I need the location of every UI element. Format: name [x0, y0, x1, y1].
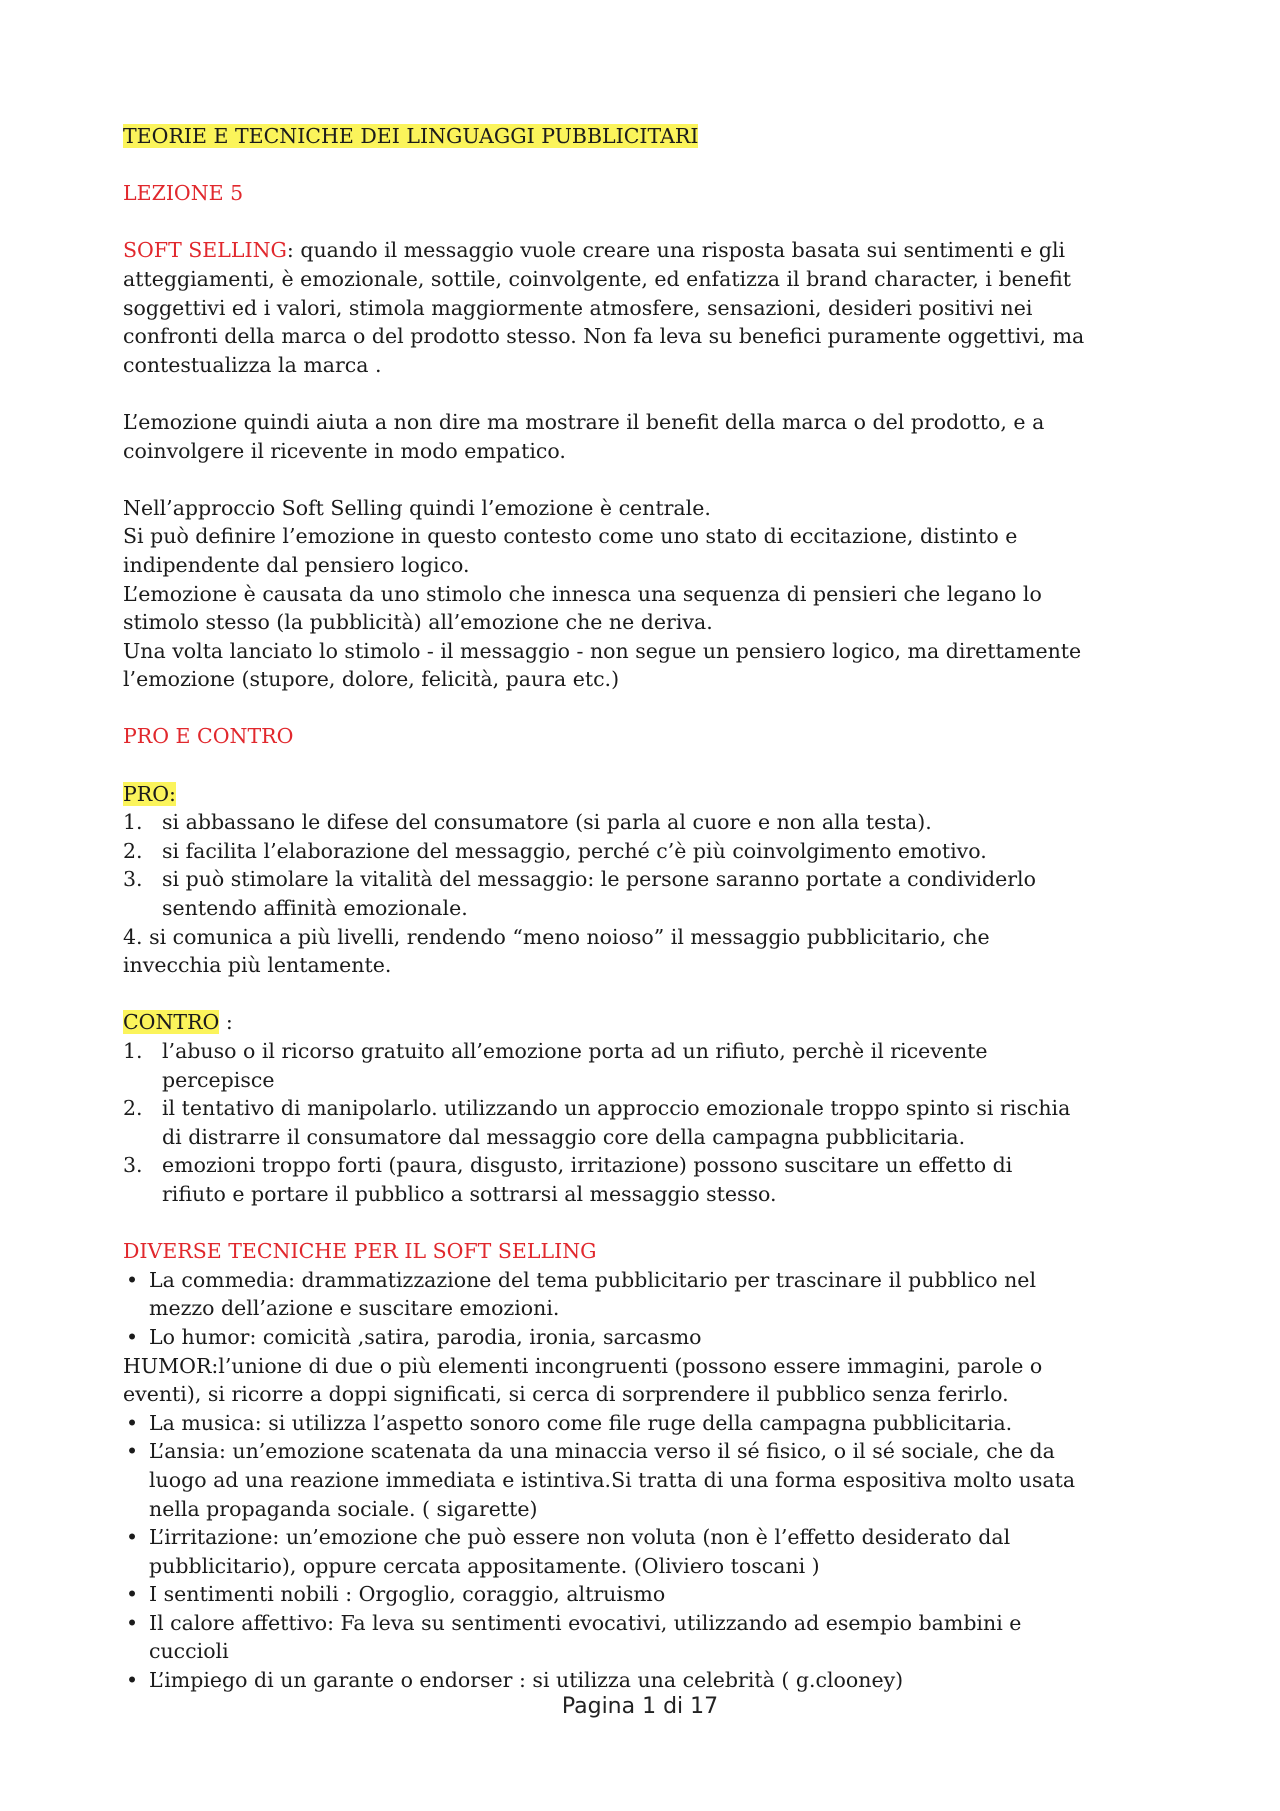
techniques-heading: DIVERSE TECNICHE PER IL SOFT SELLING	[123, 1239, 597, 1264]
paragraph-line: Nell’approccio Soft Selling quindi l’emozione è centrale.	[123, 495, 711, 520]
list-number: 2.	[123, 838, 143, 863]
lesson-heading: LEZIONE 5	[123, 181, 244, 206]
bullet-item	[123, 1609, 1163, 1666]
bullet-icon: •	[126, 1525, 139, 1550]
bullet-item	[123, 1409, 1163, 1438]
list-item-text: il tentativo di manipolarlo. utilizzando un approccio emozionale troppo spinto si rischia	[162, 1096, 1071, 1121]
emotion-paragraph	[123, 408, 1163, 465]
bullet-icon: •	[126, 1668, 139, 1693]
list-number: 3.	[123, 1153, 143, 1178]
list-number: 1.	[123, 1039, 143, 1063]
list-item	[123, 865, 1163, 922]
bullet-text: cuccioli	[149, 1639, 229, 1664]
paragraph-line: : quando il messaggio vuole creare una risposta basata sui sentimenti e gli	[286, 238, 1066, 263]
list-item-text: di distrarre il consumatore dal messaggio core della campagna pubblicitaria.	[162, 1124, 966, 1149]
bullet-text: I sentimenti nobili : Orgoglio, coraggio, altruismo	[149, 1582, 666, 1607]
list-item	[123, 808, 1163, 837]
bullet-text: Il calore affettivo: Fa leva su sentimenti evocativi, utilizzando ad esempio bambini e	[149, 1610, 1022, 1635]
list-item	[123, 837, 1163, 866]
list-item	[123, 1094, 1163, 1151]
bullet-text: La commedia: drammatizzazione del tema pubblicitario per trascinare il pubblico nel	[149, 1267, 1036, 1292]
pro-list	[123, 808, 1163, 922]
page-content	[123, 122, 1163, 1695]
bullet-item	[123, 1437, 1163, 1523]
bullet-icon: •	[126, 1267, 139, 1292]
bullet-text: pubblicitario), oppure cercata appositamente. (Oliviero toscani )	[149, 1553, 820, 1578]
list-number: 3.	[123, 867, 143, 892]
list-item	[123, 1037, 1163, 1094]
pro-extra-line: 4. si comunica a più livelli, rendendo “meno noioso” il messaggio pubblicitario, che	[123, 924, 990, 949]
list-item-text: si può stimolare la vitalità del messaggio: le persone saranno portate a condividerlo	[162, 867, 1036, 892]
soft-selling-paragraph	[123, 236, 1163, 379]
paragraph-line: coinvolgere il ricevente in modo empatico.	[123, 438, 566, 463]
list-number: 2.	[123, 1096, 143, 1121]
list-item-text: l’abuso o il ricorso gratuito all’emozione porta ad un rifiuto, perchè il ricevente	[162, 1039, 988, 1063]
techniques-list-1	[123, 1266, 1163, 1352]
bullet-item	[123, 1266, 1163, 1323]
bullet-icon: •	[126, 1410, 139, 1435]
paragraph-line: stimolo stesso (la pubblicità) all’emozione che ne deriva.	[123, 610, 713, 635]
paragraph-line: atteggiamenti, è emozionale, sottile, coinvolgente, ed enfatizza il brand character, i benefit	[123, 266, 1071, 291]
paragraph-line: Una volta lanciato lo stimolo - il messaggio - non segue un pensiero logico, ma direttamente	[123, 638, 1082, 663]
soft-selling-label: SOFT SELLING	[123, 238, 287, 263]
bullet-icon: •	[126, 1610, 139, 1635]
list-item-text: sentendo affinità emozionale.	[162, 896, 468, 921]
bullet-text: La musica: si utilizza l’aspetto sonoro come file ruge della campagna pubblicitaria.	[149, 1410, 1013, 1435]
list-number: 1.	[123, 810, 143, 835]
paragraph-line: confronti della marca o del prodotto stesso. Non fa leva su benefici puramente oggettivi, ma	[123, 324, 1085, 349]
humor-line: eventi), si ricorre a doppi significati, si cerca di sorprendere il pubblico senza ferirlo.	[123, 1382, 1009, 1407]
techniques-list-2	[123, 1409, 1163, 1695]
pro-label: PRO:	[123, 781, 176, 806]
paragraph-line: L’emozione è causata da uno stimolo che innesca una sequenza di pensieri che legano lo	[123, 581, 1042, 606]
pro-contro-heading: PRO E CONTRO	[123, 724, 294, 749]
bullet-text: nella propaganda sociale. ( sigarette)	[149, 1496, 538, 1521]
bullet-icon: •	[126, 1439, 139, 1464]
bullet-text: L’ansia: un’emozione scatenata da una minaccia verso il sé fisico, o il sé sociale, che da	[149, 1439, 1055, 1464]
document-title	[123, 122, 1163, 151]
bullet-text: L’impiego di un garante o endorser : si utilizza una celebrità ( g.clooney)	[149, 1668, 904, 1693]
approach-paragraph	[123, 494, 1163, 694]
contro-label: CONTRO	[123, 1010, 220, 1035]
list-item	[123, 1151, 1163, 1208]
paragraph-line: soggettivi ed i valori, stimola maggiormente atmosfere, sensazioni, desideri positivi nei	[123, 295, 1033, 320]
bullet-item	[123, 1523, 1163, 1580]
bullet-item	[123, 1580, 1163, 1609]
bullet-text: mezzo dell’azione e suscitare emozioni.	[149, 1296, 560, 1321]
bullet-icon: •	[126, 1582, 139, 1607]
paragraph-line: L’emozione quindi aiuta a non dire ma mostrare il benefit della marca o del prodotto, e a	[123, 409, 1045, 434]
list-item-text: emozioni troppo forti (paura, disgusto, irritazione) possono suscitare un effetto di	[162, 1153, 1013, 1178]
paragraph-line: l’emozione (stupore, dolore, felicità, paura etc.)	[123, 667, 620, 692]
bullet-icon: •	[126, 1324, 139, 1349]
paragraph-line: indipendente dal pensiero logico.	[123, 552, 470, 577]
list-item-text: si facilita l’elaborazione del messaggio, perché c’è più coinvolgimento emotivo.	[162, 838, 987, 863]
document-title-text: TEORIE E TECNICHE DEI LINGUAGGI PUBBLICITARI	[123, 124, 699, 148]
pro-extra-line: invecchia più lentamente.	[123, 953, 392, 978]
list-item-text: percepisce	[162, 1067, 275, 1092]
bullet-text: luogo ad una reazione immediata e istintiva.Si tratta di una forma espositiva molto usata	[149, 1467, 1076, 1492]
page-footer: Pagina 1 di 17	[561, 1694, 719, 1719]
paragraph-line: Si può definire l’emozione in questo contesto come uno stato di eccitazione, distinto e	[123, 524, 1018, 549]
paragraph-line: contestualizza la marca .	[123, 352, 382, 377]
humor-line: HUMOR:l’unione di due o più elementi incongruenti (possono essere immagini, parole o	[123, 1353, 1043, 1378]
bullet-text: L’irritazione: un’emozione che può essere non voluta (non è l’effetto desiderato dal	[149, 1525, 1011, 1550]
list-item-text: si abbassano le difese del consumatore (si parla al cuore e non alla testa).	[162, 810, 932, 835]
contro-label-suffix: :	[219, 1010, 233, 1035]
bullet-item	[123, 1666, 1163, 1695]
list-item-text: rifiuto e portare il pubblico a sottrarsi al messaggio stesso.	[162, 1181, 777, 1206]
bullet-item	[123, 1323, 1163, 1352]
bullet-text: Lo humor: comicità ,satira, parodia, ironia, sarcasmo	[149, 1324, 702, 1349]
contro-list	[123, 1037, 1163, 1209]
